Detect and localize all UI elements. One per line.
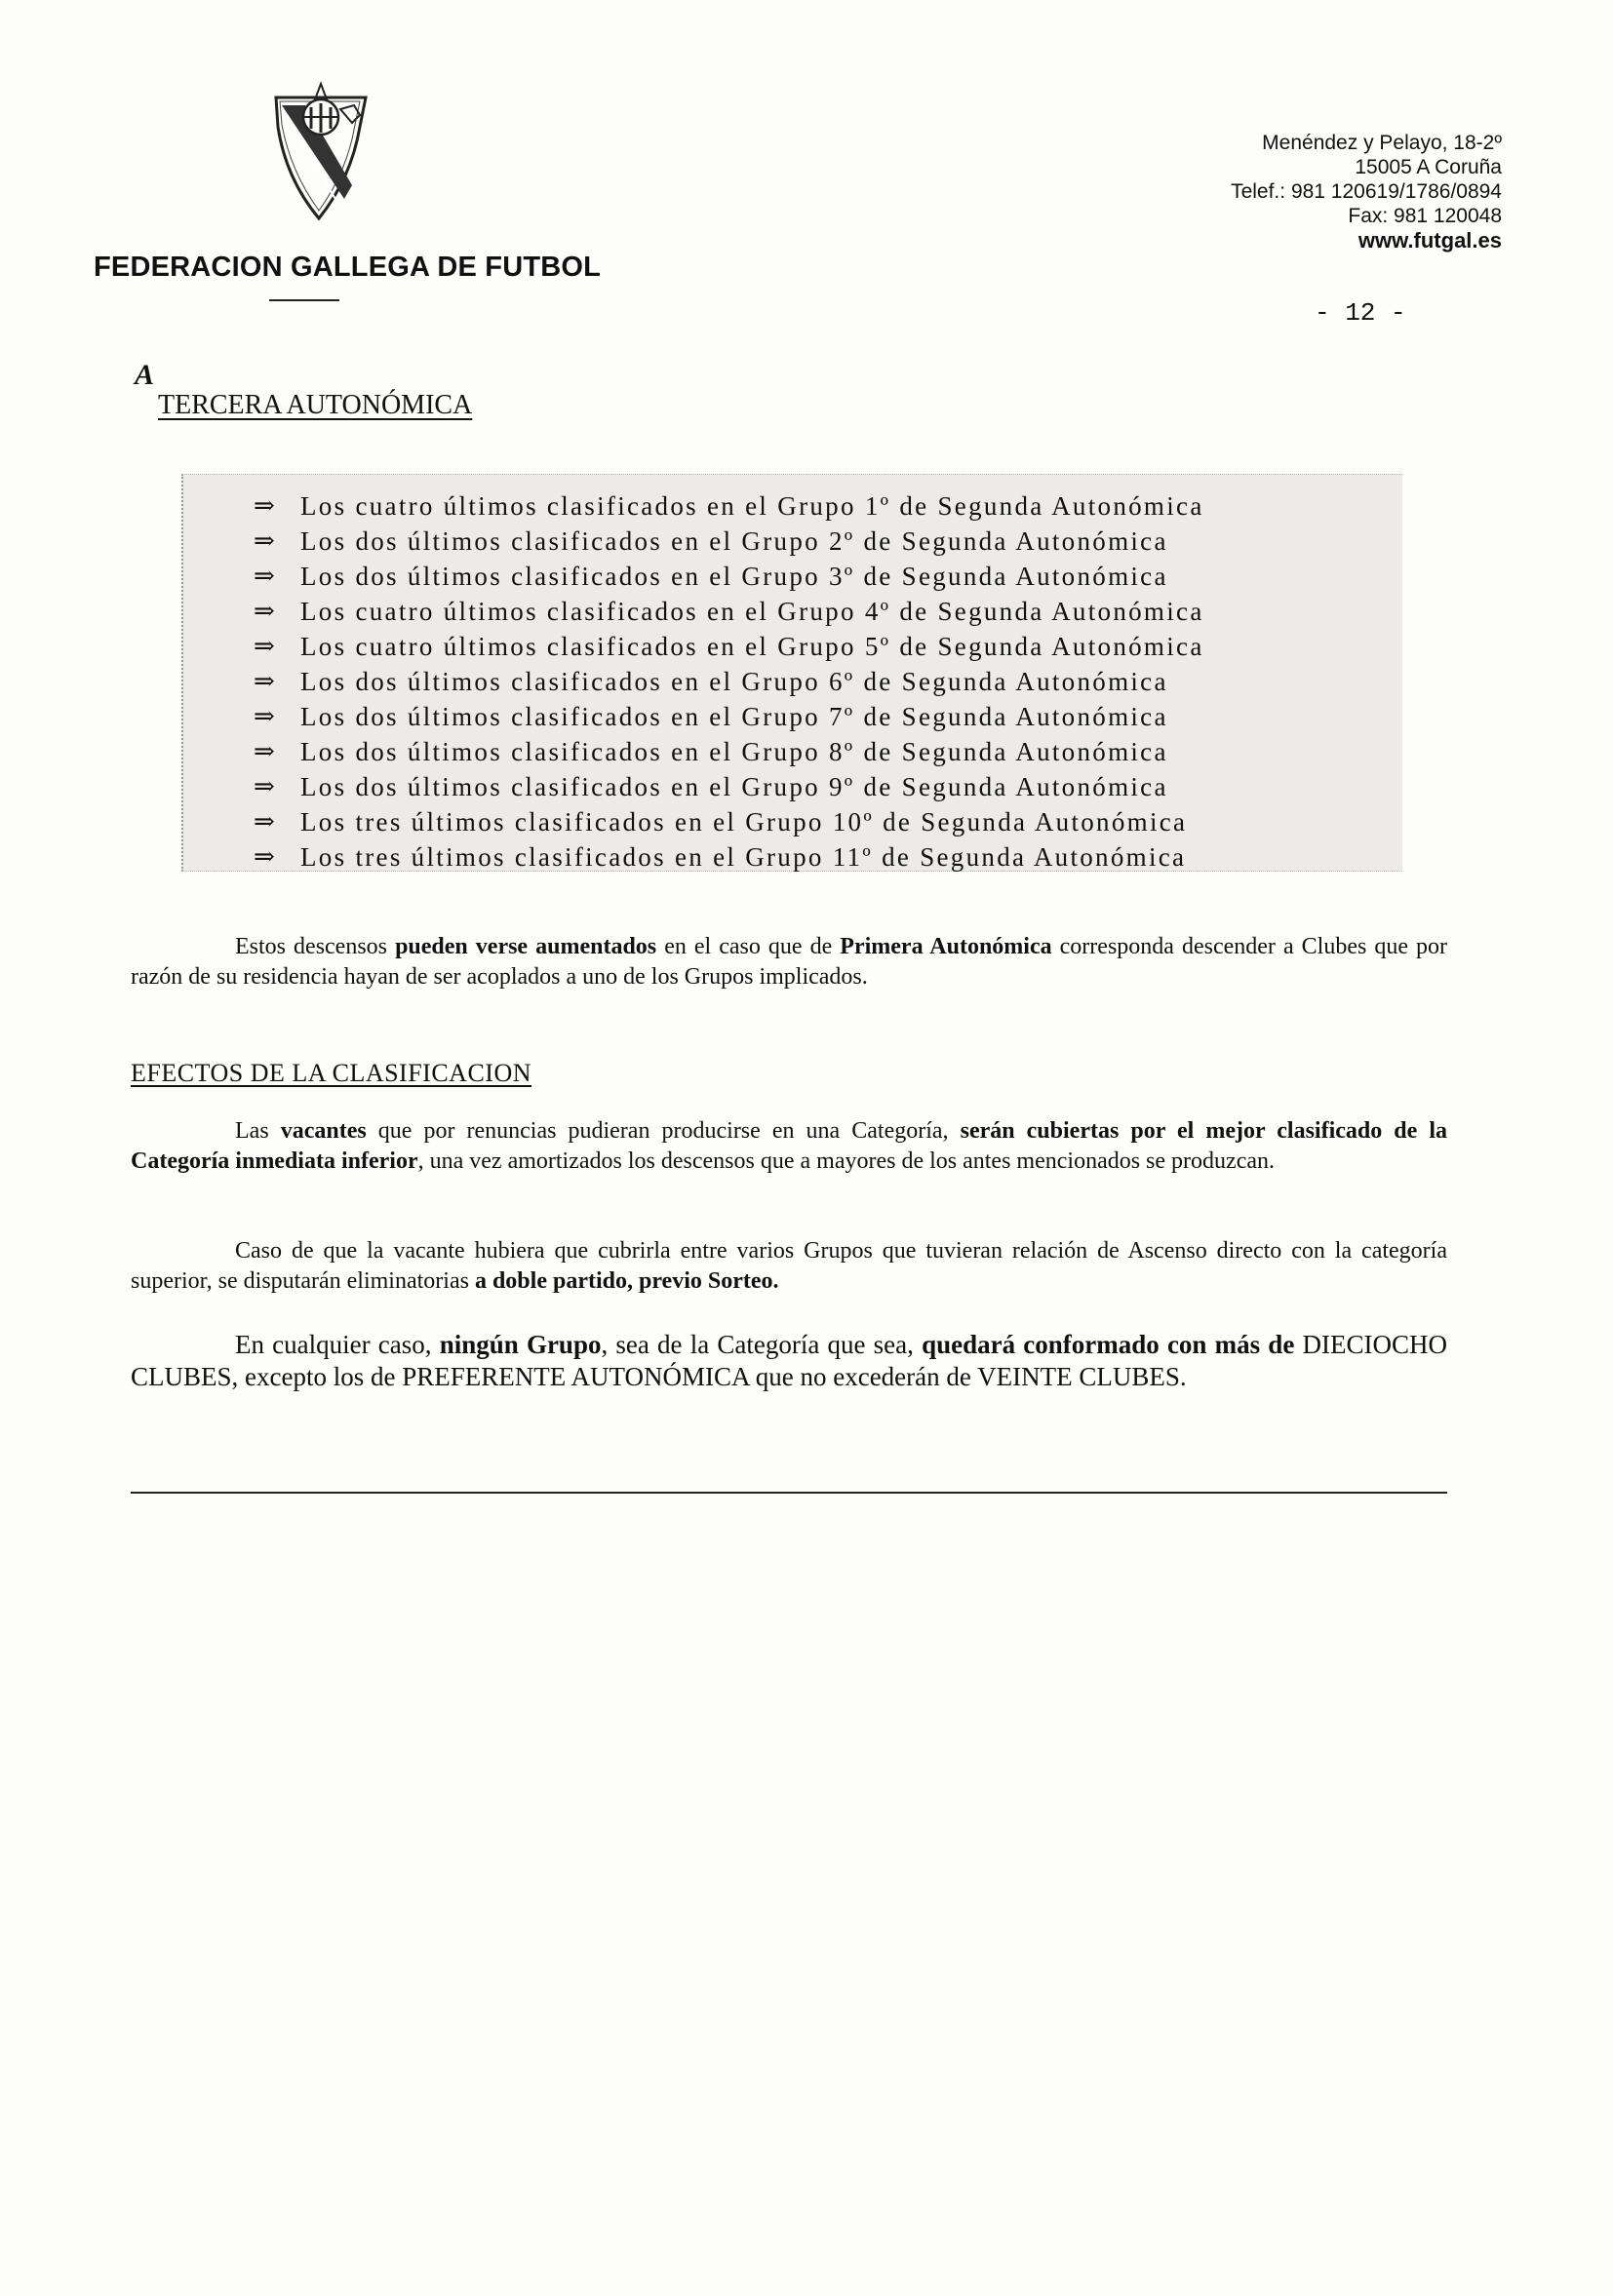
p3-bold-1: ningún Grupo xyxy=(439,1330,602,1359)
list-item xyxy=(254,524,1402,559)
list-item-text: Los dos últimos clasificados en el Grupo 8º de Segunda Autonómica xyxy=(300,737,1168,766)
address-street: Menéndez y Pelayo, 18-2º xyxy=(1262,132,1502,154)
list-item xyxy=(254,594,1402,629)
list-item xyxy=(254,839,1402,875)
double-arrow-icon: ⇒ xyxy=(254,737,275,765)
p3-text-3: DIECIOCHO CLUBES, excepto los de PREFERENTE AUTONÓMICA que no excederán de VEINTE CLUBES. xyxy=(131,1330,1447,1391)
para1-text-3: corresponda descender a Clubes que por razón de su residencia hayan de ser acoplados a uno de los Grupos implicados. xyxy=(131,934,1448,990)
p2-text-1: Caso de que la vacante hubiera que cubrirla entre varios Grupos que tuvieran relación de Ascenso directo con la categoría superior, se disputarán eliminatorias xyxy=(131,1238,1447,1294)
list-item-text: Los dos últimos clasificados en el Grupo 2º de Segunda Autonómica xyxy=(300,526,1168,556)
double-arrow-icon: ⇒ xyxy=(254,597,275,625)
p3-bold-2: quedará conformado con más de xyxy=(922,1330,1295,1359)
list-item-text: Los cuatro últimos clasificados en el Grupo 1º de Segunda Autonómica xyxy=(300,491,1204,521)
para1-bold-2: Primera Autonómica xyxy=(840,934,1052,959)
name-underline-divider xyxy=(269,299,339,301)
federation-crest-logo xyxy=(258,76,375,222)
para1-bold-1: pueden verse aumentados xyxy=(395,934,657,959)
list-item-text: Los dos últimos clasificados en el Grupo 9º de Segunda Autonómica xyxy=(300,772,1168,801)
double-arrow-icon: ⇒ xyxy=(254,772,275,800)
double-arrow-icon: ⇒ xyxy=(254,842,275,871)
double-arrow-icon: ⇒ xyxy=(254,702,275,730)
list-item-text: Los cuatro últimos clasificados en el Grupo 5º de Segunda Autonómica xyxy=(300,632,1204,661)
section-title: TERCERA AUTONÓMICA xyxy=(158,390,473,420)
p1-text-1: Las xyxy=(235,1118,281,1144)
list-item xyxy=(254,629,1402,664)
list-item-text: Los dos últimos clasificados en el Grupo 3º de Segunda Autonómica xyxy=(300,562,1168,591)
list-item xyxy=(254,559,1402,594)
p1-text-2: que por renuncias pudieran producirse en una Categoría, xyxy=(366,1118,961,1144)
list-item-text: Los tres últimos clasificados en el Grupo 11º de Segunda Autonómica xyxy=(300,842,1187,872)
p1-bold-1: vacantes xyxy=(280,1118,367,1144)
limite-clubes-paragraph xyxy=(131,1329,1447,1393)
list-item-text: Los tres últimos clasificados en el Grupo 10º de Segunda Autonómica xyxy=(300,807,1188,837)
p1-bold-2: serán cubiertas por el mejor clasificado de la Categoría inmediata inferior xyxy=(131,1118,1447,1174)
double-arrow-icon: ⇒ xyxy=(254,632,275,660)
list-item-text: Los dos últimos clasificados en el Grupo 6º de Segunda Autonómica xyxy=(300,667,1168,696)
double-arrow-icon: ⇒ xyxy=(254,526,275,555)
double-arrow-icon: ⇒ xyxy=(254,667,275,695)
bottom-divider xyxy=(131,1492,1447,1494)
list-item xyxy=(254,699,1402,734)
double-arrow-icon: ⇒ xyxy=(254,491,275,520)
federation-name: FEDERACION GALLEGA DE FUTBOL xyxy=(94,252,602,283)
vacantes-paragraph xyxy=(131,1116,1447,1177)
efectos-heading: EFECTOS DE LA CLASIFICACION xyxy=(131,1059,532,1087)
para1-text-1: Estos descensos xyxy=(235,934,396,959)
list-item xyxy=(254,734,1402,769)
p3-text-2: , sea de la Categoría que sea, xyxy=(601,1330,923,1359)
website-link[interactable]: www.futgal.es xyxy=(1357,228,1502,253)
address-city: 15005 A Coruña xyxy=(1355,156,1502,178)
relegation-list xyxy=(183,475,1402,875)
p2-bold-1: a doble partido, previo Sorteo. xyxy=(474,1268,779,1294)
eliminatorias-paragraph xyxy=(131,1236,1447,1297)
fax-number: Fax: 981 120048 xyxy=(1348,205,1502,227)
handwritten-mark: A xyxy=(135,359,155,391)
page-number: - 12 - xyxy=(1315,298,1406,328)
list-item-text: Los cuatro últimos clasificados en el Grupo 4º de Segunda Autonómica xyxy=(300,597,1204,626)
p1-text-3: , una vez amortizados los descensos que a mayores de los antes mencionados se produzcan. xyxy=(417,1148,1275,1174)
double-arrow-icon: ⇒ xyxy=(254,562,275,590)
phone-number: Telef.: 981 120619/1786/0894 xyxy=(1231,180,1502,203)
list-item xyxy=(254,664,1402,699)
para1-text-2: en el caso que de xyxy=(656,934,841,959)
intro-paragraph xyxy=(131,932,1447,992)
double-arrow-icon: ⇒ xyxy=(254,807,275,836)
list-item xyxy=(254,804,1402,839)
address-block xyxy=(1231,131,1502,253)
list-item-text: Los dos últimos clasificados en el Grupo 7º de Segunda Autonómica xyxy=(300,702,1168,731)
list-item xyxy=(254,769,1402,804)
list-item xyxy=(254,488,1402,524)
relegation-list-box xyxy=(181,474,1402,872)
p3-text-1: En cualquier caso, xyxy=(235,1330,440,1359)
